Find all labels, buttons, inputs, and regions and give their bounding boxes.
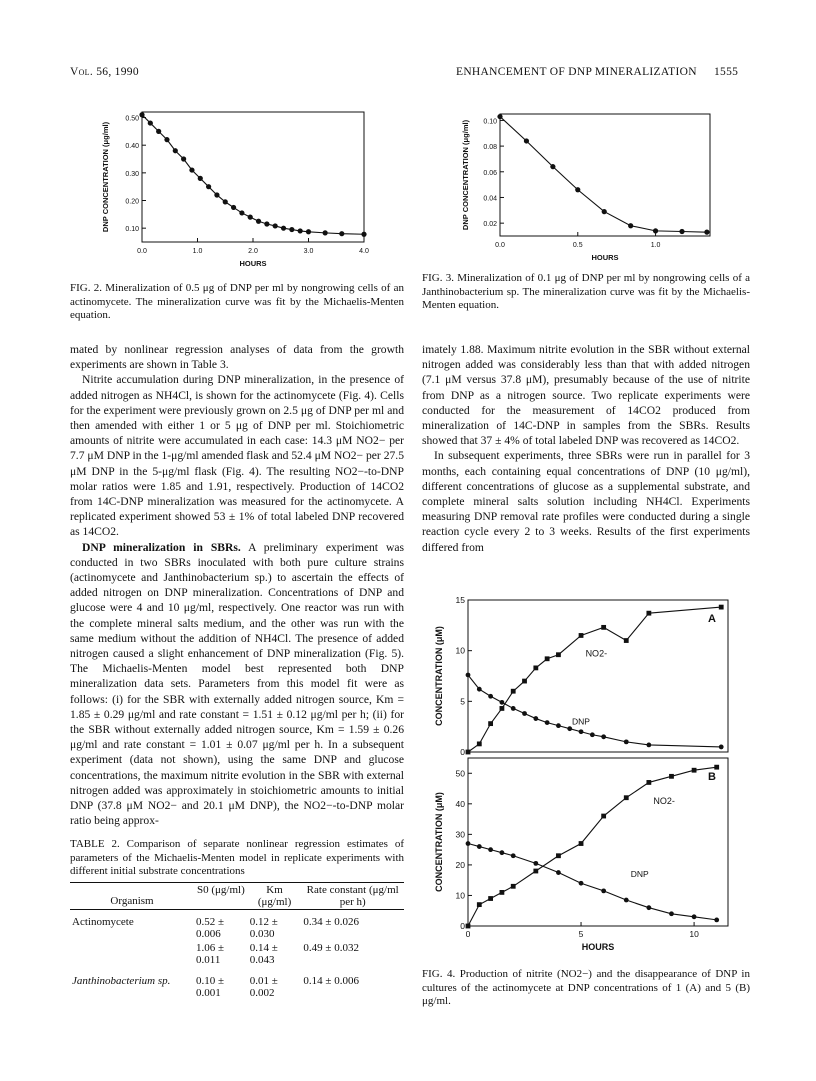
data-point bbox=[511, 706, 516, 711]
data-point bbox=[550, 164, 555, 169]
table-cell: 0.01 ± 0.002 bbox=[249, 975, 278, 999]
data-point bbox=[139, 112, 144, 117]
table-cell bbox=[70, 941, 194, 967]
y-tick-label: 20 bbox=[455, 859, 465, 870]
data-point bbox=[602, 209, 607, 214]
running-header-title: ENHANCEMENT OF DNP MINERALIZATION bbox=[456, 66, 697, 78]
data-point bbox=[466, 924, 471, 929]
y-tick-label: 5 bbox=[460, 696, 465, 707]
data-point bbox=[164, 137, 169, 142]
table-2 bbox=[70, 882, 404, 1000]
data-point bbox=[590, 732, 595, 737]
x-tick-label: 2.0 bbox=[248, 248, 258, 255]
data-point bbox=[181, 156, 186, 161]
table-cell: 1.06 ± 0.011 bbox=[196, 942, 225, 966]
data-point bbox=[556, 870, 561, 875]
data-point bbox=[306, 229, 311, 234]
table-cell: 0.12 ± 0.030 bbox=[249, 916, 278, 940]
paragraph: imately 1.88. Maximum nitrite evolution in the SBR without external nitrogen added was considerably less than that with added nitrogen (7.1 μM versus 37.8 μM), presumably because of the use of nitrite from DNP as a nitrogen source. Two replicate experiments were conducted for the measurement of 14CO2 produced from mineralization of 14C-DNP in samples from the SBRs. Results showed that 37 ± 4% of total labeled DNP was recovered as 14CO2. bbox=[422, 343, 750, 448]
data-point bbox=[545, 656, 550, 661]
paragraph bbox=[70, 540, 404, 829]
data-point bbox=[653, 228, 658, 233]
data-point bbox=[556, 723, 561, 728]
data-point bbox=[646, 743, 651, 748]
x-tick-label: 0.0 bbox=[137, 248, 147, 255]
data-point bbox=[533, 869, 538, 874]
x-tick-label: 1.0 bbox=[192, 248, 203, 255]
data-point bbox=[628, 223, 633, 228]
data-point bbox=[500, 850, 505, 855]
series-line bbox=[468, 767, 717, 926]
panel-label: A bbox=[708, 613, 716, 625]
column-header: Organism bbox=[110, 895, 154, 907]
data-point bbox=[264, 221, 269, 226]
y-tick-label: 0.08 bbox=[483, 144, 497, 152]
x-axis-label: HOURS bbox=[581, 942, 615, 952]
data-point bbox=[575, 187, 580, 192]
data-point bbox=[556, 853, 561, 858]
y-tick-label: 15 bbox=[455, 595, 465, 605]
y-tick-label: 0.10 bbox=[125, 226, 139, 234]
data-point bbox=[497, 114, 502, 119]
x-tick-label: 0.5 bbox=[572, 242, 583, 249]
paragraph: In subsequent experiments, three SBRs were run in parallel for 3 months, each containing equal concentrations of DNP (10 μg/ml), different concentrations of glucose as a supplemental substrate, and complete mineral salts solution including NH4Cl. Experiments measuring DNP removal rate profiles were conducted during a single reaction cycle every 2 to 3 weeks. Results of the first experiments differed from bbox=[422, 449, 750, 554]
data-point bbox=[524, 138, 529, 143]
data-point bbox=[466, 841, 471, 846]
y-tick-label: 0.30 bbox=[125, 170, 139, 178]
y-axis-label: DNP CONCENTRATION (μg/ml) bbox=[461, 119, 470, 231]
column-header: Km (μg/ml) bbox=[257, 884, 292, 908]
y-tick-label: 0.06 bbox=[483, 169, 497, 177]
series-label: DNP bbox=[572, 716, 590, 727]
table-cell: 0.10 ± 0.001 bbox=[196, 975, 225, 999]
plot-frame bbox=[468, 758, 728, 926]
data-point bbox=[719, 745, 724, 750]
data-point bbox=[477, 741, 482, 746]
data-point bbox=[624, 739, 629, 744]
series-line bbox=[468, 844, 717, 920]
figure-4-caption: FIG. 4. Production of nitrite (NO2−) and the disappearance of DNP in cultures of the actinomycete at DNP concentrations of 1 (A) and 5 (B) μg/ml. bbox=[422, 968, 750, 1007]
data-point bbox=[624, 795, 629, 800]
data-point bbox=[361, 232, 366, 237]
data-point bbox=[339, 231, 344, 236]
data-point bbox=[488, 721, 493, 726]
data-point bbox=[624, 898, 629, 903]
data-point bbox=[601, 734, 606, 739]
data-point bbox=[692, 768, 697, 773]
section-heading: DNP mineralization in SBRs. bbox=[82, 540, 241, 554]
data-point bbox=[692, 914, 697, 919]
x-tick-label: 0 bbox=[465, 929, 471, 939]
y-tick-label: 0.20 bbox=[125, 198, 139, 206]
y-axis-label: CONCENTRATION (μM) bbox=[434, 626, 444, 726]
data-point bbox=[189, 167, 194, 172]
table-cell: 0.14 ± 0.006 bbox=[303, 975, 359, 987]
series-line bbox=[468, 675, 721, 747]
plot-frame bbox=[500, 114, 710, 236]
data-point bbox=[500, 706, 505, 711]
series-label: DNP bbox=[630, 869, 649, 880]
data-point bbox=[714, 917, 719, 922]
column-header: S0 (μg/ml) bbox=[196, 884, 245, 896]
data-point bbox=[273, 223, 278, 228]
table-row bbox=[70, 941, 404, 967]
data-point bbox=[488, 896, 493, 901]
data-point bbox=[477, 844, 482, 849]
data-point bbox=[579, 633, 584, 638]
paragraph: Nitrite accumulation during DNP mineralization, in the presence of added nitrogen as NH4Cl, is shown for the actinomycete (Fig. 4). Cells for the experiment were previously grown on 2.5 μg of DNP per ml and then amended with either 1 or 5 μg of DNP per ml. Stoichiometric amounts of nitrite were accumulated in each case: 14.3 μM NO2− per 7.7 μM DNP in the 1-μg/ml amended flask and 52.4 μM NO2− per 27.5 μM DNP in the 5-μg/ml flask (Fig. 4). The resulting NO2−-to-DNP molar ratios were 1.85 and 1.91, respectively. Production of 14CO2 from 14C-DNP mineralization was measured for the actinomycete. A replicated experiment showed 53 ± 1% of total labeled DNP recovered as 14CO2. bbox=[70, 373, 404, 539]
data-point bbox=[601, 814, 606, 819]
data-point bbox=[500, 890, 505, 895]
data-point bbox=[579, 881, 584, 886]
table-cell: 0.34 ± 0.026 bbox=[303, 916, 359, 928]
figure-2-caption: FIG. 2. Mineralization of 0.5 μg of DNP per ml by nongrowing cells of an actinomycete. The mineralization curve was fit by the Michaelis-Menten equation. bbox=[70, 282, 404, 321]
paragraph-body: A preliminary experiment was conducted in two SBRs inoculated with both pure culture strains (actinomycete and Janthinobacterium sp.) to ascertain the effects of added nitrogen on DNP mineralization. Concentrations of DNP and glucose were 4 and 10 μg/ml, respectively. One reactor was run with the complete mineral salts medium, and the other was run with the same medium without the addition of NH4Cl. The presence of added nitrogen caused a slight enhancement of DNP mineralization (Fig. 5). The Michaelis-Menten model best represented both DNP mineralization data sets. Parameters from this model fit were as follows: (i) for the SBR with externally added nitrogen source, Km = 1.85 ± 0.29 μg/ml and rate constant = 1.51 ± 0.12 μg/ml per h; (ii) for the SBR without externally added nitrogen source, Km = 1.59 ± 0.26 μg/ml and rate constant = 1.01 ± 0.07 μg/ml per h. In a subsequent experiment (data not shown), using the same DNP and glucose concentrations, the maximum nitrite evolution in the SBR with external nitrogen added was approximately in stoichiometric amounts to initial DNP (37.8 μM NO2− and 20.1 μM DNP), the NO2−-to-DNP molar ratio being approx- bbox=[70, 540, 404, 828]
paragraph: mated by nonlinear regression analyses of data from the growth experiments are shown in Table 3. bbox=[70, 343, 404, 372]
data-point bbox=[704, 230, 709, 235]
x-tick-label: 1.0 bbox=[650, 242, 661, 249]
y-axis-label: DNP CONCENTRATION (μg/ml) bbox=[101, 121, 110, 233]
series-line bbox=[142, 115, 364, 234]
data-point bbox=[579, 841, 584, 846]
x-tick-label: 3.0 bbox=[303, 248, 314, 255]
data-point bbox=[556, 652, 561, 657]
y-tick-label: 10 bbox=[455, 890, 465, 901]
x-tick-label: 0.0 bbox=[495, 242, 505, 249]
data-point bbox=[248, 215, 253, 220]
data-point bbox=[223, 199, 228, 204]
data-point bbox=[323, 230, 328, 235]
data-point bbox=[500, 700, 505, 705]
y-tick-label: 0.02 bbox=[483, 221, 497, 229]
data-point bbox=[281, 226, 286, 231]
data-point bbox=[214, 192, 219, 197]
column-header: Rate constant (μg/ml per h) bbox=[306, 884, 399, 908]
plot-frame bbox=[142, 112, 364, 242]
series-label: NO2- bbox=[585, 648, 608, 659]
data-point bbox=[298, 228, 303, 233]
data-point bbox=[511, 853, 516, 858]
right-column-text bbox=[422, 342, 750, 555]
figure-3-chart bbox=[456, 100, 726, 270]
data-point bbox=[206, 184, 211, 189]
table-cell: 0.49 ± 0.032 bbox=[303, 942, 359, 954]
series-line bbox=[468, 607, 721, 752]
data-point bbox=[289, 227, 294, 232]
data-point bbox=[601, 625, 606, 630]
panel-label: B bbox=[708, 771, 716, 783]
data-point bbox=[533, 665, 538, 670]
data-point bbox=[545, 720, 550, 725]
data-point bbox=[173, 148, 178, 153]
y-tick-label: 10 bbox=[455, 645, 465, 656]
running-header-volume: Vol. 56, 1990 bbox=[70, 66, 139, 78]
data-point bbox=[511, 689, 516, 694]
y-tick-label: 0 bbox=[460, 747, 465, 757]
y-tick-label: 0.10 bbox=[483, 118, 497, 126]
series-label: NO2- bbox=[653, 795, 675, 806]
data-point bbox=[714, 765, 719, 770]
table-cell: 0.52 ± 0.006 bbox=[196, 916, 225, 940]
data-point bbox=[624, 638, 629, 643]
data-point bbox=[477, 687, 482, 692]
data-point bbox=[488, 847, 493, 852]
data-point bbox=[198, 176, 203, 181]
data-point bbox=[533, 861, 538, 866]
data-point bbox=[646, 905, 651, 910]
y-tick-label: 0.40 bbox=[125, 143, 139, 151]
y-tick-label: 0.50 bbox=[125, 115, 139, 123]
page-number: 1555 bbox=[714, 66, 739, 78]
data-point bbox=[669, 774, 674, 779]
x-axis-label: HOURS bbox=[239, 259, 267, 268]
table-cell: Actinomycete bbox=[72, 916, 134, 928]
y-tick-label: 0 bbox=[460, 921, 465, 931]
y-tick-label: 50 bbox=[455, 768, 465, 779]
data-point bbox=[477, 902, 482, 907]
data-point bbox=[231, 205, 236, 210]
table-row bbox=[70, 967, 404, 1000]
data-point bbox=[522, 679, 527, 684]
table-row bbox=[70, 910, 404, 942]
figure-4-chart bbox=[426, 594, 736, 960]
data-point bbox=[646, 611, 651, 616]
data-point bbox=[533, 716, 538, 721]
table-cell: Janthinobacterium sp. bbox=[72, 975, 171, 987]
data-point bbox=[567, 726, 572, 731]
data-point bbox=[601, 888, 606, 893]
figure-2-chart bbox=[96, 100, 386, 280]
x-tick-label: 10 bbox=[689, 929, 699, 939]
table-cell: 0.14 ± 0.043 bbox=[249, 942, 278, 966]
table-2-caption: TABLE 2. Comparison of separate nonlinear regression estimates of parameters of the Michaelis-Menten model in replicate experiments with different initial substrate concentrations bbox=[70, 838, 404, 877]
x-tick-label: 5 bbox=[578, 929, 584, 939]
data-point bbox=[719, 605, 724, 610]
data-point bbox=[646, 780, 651, 785]
y-tick-label: 30 bbox=[455, 829, 465, 840]
x-tick-label: 4.0 bbox=[359, 248, 369, 255]
data-point bbox=[239, 210, 244, 215]
data-point bbox=[466, 673, 471, 678]
x-axis-label: HOURS bbox=[591, 253, 619, 262]
data-point bbox=[511, 884, 516, 889]
data-point bbox=[488, 694, 493, 699]
left-column-text bbox=[70, 342, 404, 829]
series-line bbox=[500, 117, 707, 233]
data-point bbox=[579, 729, 584, 734]
data-point bbox=[669, 911, 674, 916]
y-axis-label: CONCENTRATION (μM) bbox=[434, 792, 444, 892]
figure-3-caption: FIG. 3. Mineralization of 0.1 μg of DNP per ml by nongrowing cells of a Janthinobacterium sp. The mineralization curve was fit by the Michaelis-Menten equation. bbox=[422, 272, 750, 311]
y-tick-label: 0.04 bbox=[483, 195, 497, 203]
data-point bbox=[156, 129, 161, 134]
data-point bbox=[148, 120, 153, 125]
data-point bbox=[466, 750, 471, 755]
data-point bbox=[522, 711, 527, 716]
y-tick-label: 40 bbox=[455, 798, 465, 809]
data-point bbox=[679, 229, 684, 234]
data-point bbox=[256, 219, 261, 224]
table-header-row bbox=[70, 883, 404, 910]
plot-frame bbox=[468, 600, 728, 752]
